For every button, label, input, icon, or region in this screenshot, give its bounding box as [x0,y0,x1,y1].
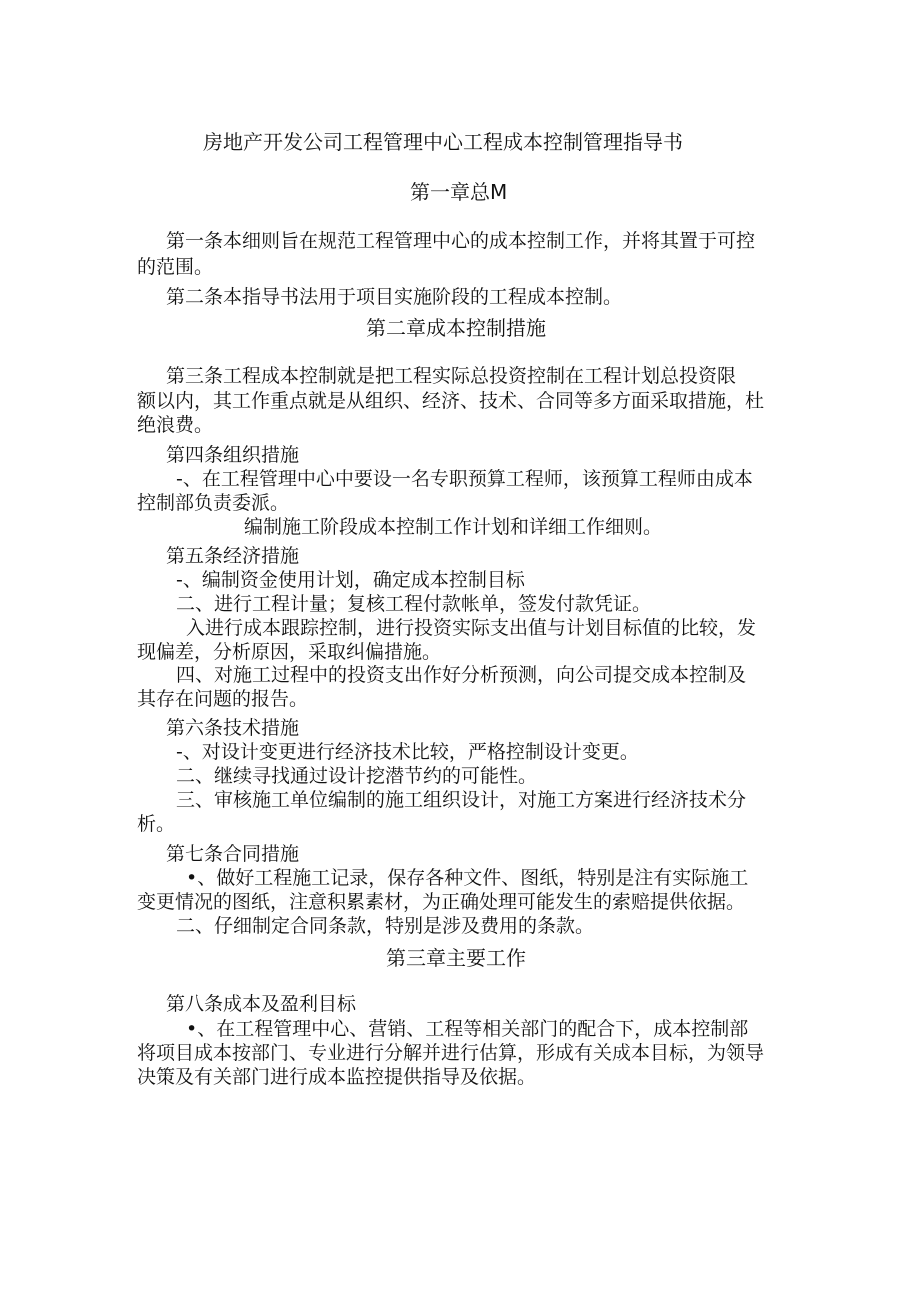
article-8-item-1-line-2: 将项目成本按部门、专业进行分解并进行估算，形成有关成本目标，为领导 [137,1042,765,1064]
document-title: 房地产开发公司工程管理中心工程成本控制管理指导书 [203,130,683,154]
article-7-item-1-line-2: 变更情况的图纸，注意积累素材，为正确处理可能发生的索赔提供依据。 [137,891,746,913]
article-5-item-1: -、编制资金使用计划，确定成本控制目标 [176,569,525,591]
article-5-item-4-line-1: 四、对施工过程中的投资支出作好分析预测，向公司提交成本控制及 [176,664,747,686]
article-8-item-1-line-3: 决策及有关部门进行成本监控提供指导及依据。 [137,1066,537,1088]
article-6-item-2: 二、继续寻找通过设计挖潜节约的可能性。 [176,765,538,787]
article-7-title: 第七条合同措施 [166,843,300,865]
article-7-item-1-line-1: •、做好工程施工记录，保存各种文件、图纸，特别是注有实际施工 [186,867,749,889]
article-6-item-3-line-2: 析。 [137,813,176,835]
article-2: 第二条本指导书法用于项目实施阶段的工程成本控制。 [166,286,623,308]
article-4-item-1-line-1: -、在工程管理中心中要设一名专职预算工程师，该预算工程师由成本 [176,468,753,490]
article-8-title: 第八条成本及盈利目标 [166,993,357,1015]
article-3-line-3: 绝浪费。 [137,414,214,436]
article-1-line-1: 第一条本细则旨在规范工程管理中心的成本控制工作，并将其置于可控 [166,230,756,252]
article-1-line-2: 的范围。 [137,256,214,278]
article-6-title: 第六条技术措施 [166,717,300,739]
chapter-2-heading: 第二章成本控制措施 [366,316,546,340]
article-3-line-1: 第三条工程成本控制就是把工程实际总投资控制在工程计划总投资限 [166,365,737,387]
article-5-title: 第五条经济措施 [166,545,300,567]
article-8-item-1-line-1: •、在工程管理中心、营销、工程等相关部门的配合下，成本控制部 [186,1018,749,1040]
article-6-item-3-line-1: 三、审核施工单位编制的施工组织设计，对施工方案进行经济技术分 [176,789,747,811]
article-5-item-3-line-1: 入进行成本跟踪控制，进行投资实际支出值与计划目标值的比较，发 [186,617,757,639]
article-4-title: 第四条组织措施 [166,444,300,466]
article-4-item-2: 编制施工阶段成本控制工作计划和详细工作细则。 [244,516,663,538]
chapter-1-heading: 第一章总M [410,180,508,204]
article-5-item-2: 二、进行工程计量；复核工程付款帐单，签发付款凭证。 [176,593,652,615]
chapter-3-heading: 第三章主要工作 [386,946,526,970]
article-5-item-3-line-2: 现偏差，分析原因，采取纠偏措施。 [137,641,442,663]
article-6-item-1: -、对设计变更进行经济技术比较，严格控制设计变更。 [176,741,639,763]
article-4-item-1-line-2: 控制部负责委派。 [137,492,290,514]
article-7-item-2: 二、仔细制定合同条款，特别是涉及费用的条款。 [176,915,595,937]
article-5-item-4-line-2: 其存在问题的报告。 [137,688,309,710]
article-3-line-2: 额以内，其工作重点就是从组织、经济、技术、合同等多方面采取措施，杜 [137,390,765,412]
